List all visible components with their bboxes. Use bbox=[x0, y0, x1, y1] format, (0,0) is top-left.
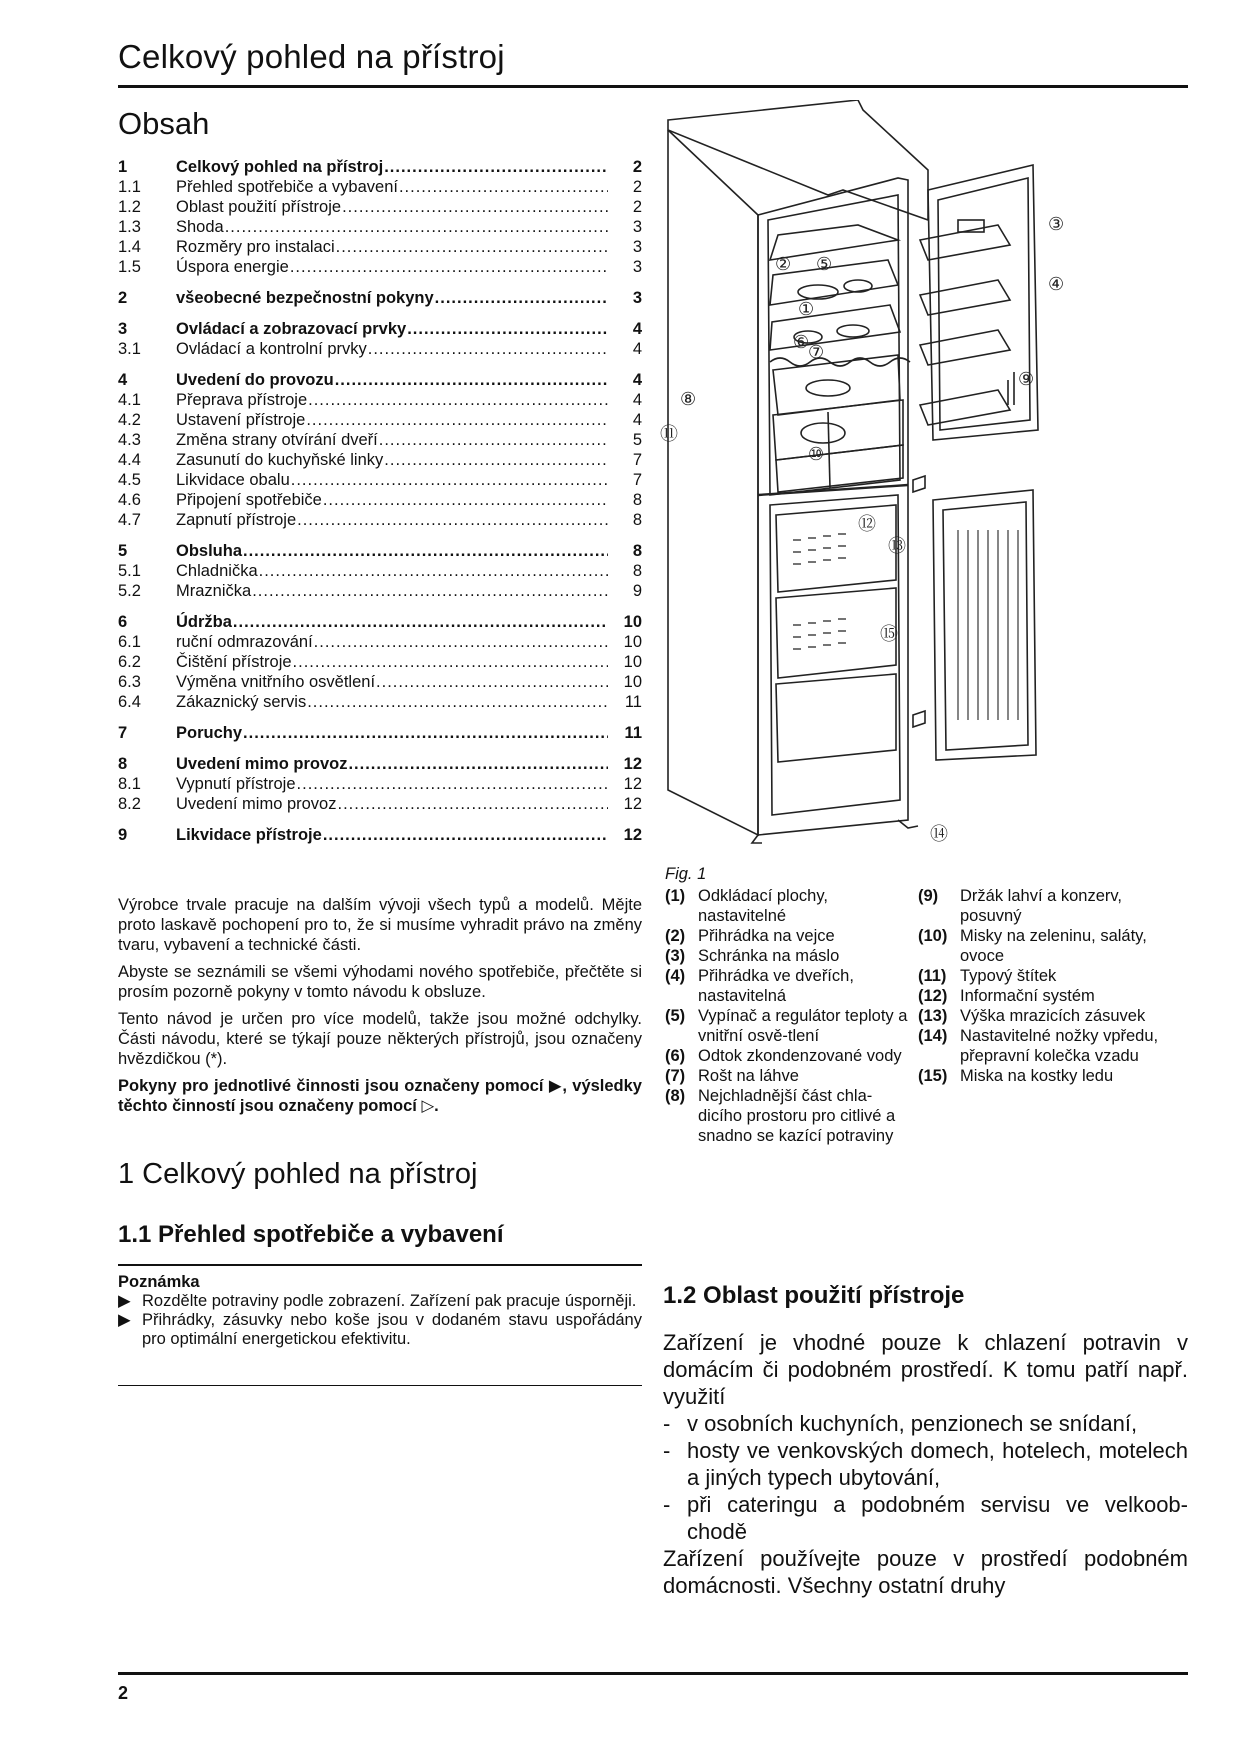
toc-entry[interactable] bbox=[118, 754, 642, 774]
toc-entry-title: Ovládací a kontrolní prvky bbox=[176, 340, 367, 358]
page-title: Celkový pohled na přístroj bbox=[118, 38, 505, 75]
figure-caption: Fig. 1 bbox=[665, 865, 707, 883]
legend-item bbox=[918, 1066, 1188, 1086]
toc-entry-title: Uvedení do provozu bbox=[176, 371, 334, 389]
toc-leader-dots bbox=[336, 237, 608, 257]
legend-number: (11) bbox=[918, 967, 947, 985]
toc-entry[interactable] bbox=[118, 157, 642, 177]
toc-entry-page: 2 bbox=[632, 198, 642, 216]
legend-number: (12) bbox=[918, 987, 948, 1005]
toc-entry-number: 4.6 bbox=[118, 491, 141, 509]
toc-entry[interactable] bbox=[118, 794, 642, 814]
legend-item bbox=[665, 926, 915, 946]
legend-text: Miska na kostky ledu bbox=[960, 1067, 1114, 1085]
toc-leader-dots bbox=[368, 339, 608, 359]
legend-text: Držák lahví a konzerv, posuvný bbox=[960, 887, 1123, 925]
toc-entry[interactable] bbox=[118, 197, 642, 217]
legend-text: Nejchladnější část chla-dicího prostoru pro citlivé a snadno se kazící potraviny bbox=[698, 1087, 896, 1145]
toc-entry-number: 8.2 bbox=[118, 795, 141, 813]
legend-left-column bbox=[665, 886, 915, 1146]
callout-12: ⑫ bbox=[858, 514, 876, 535]
callout-1: ① bbox=[798, 299, 815, 320]
toc-entry-title: Mraznička bbox=[176, 582, 252, 600]
toc-entry-title: Úspora energie bbox=[176, 258, 289, 276]
toc-entry-number: 5.1 bbox=[118, 562, 141, 580]
toc-entry[interactable] bbox=[118, 541, 642, 561]
usage-bullet bbox=[663, 1410, 1188, 1437]
toc-entry-page: 4 bbox=[632, 411, 642, 429]
callout-3: ③ bbox=[1048, 214, 1065, 235]
legend-text: Schránka na máslo bbox=[698, 947, 840, 965]
legend-item bbox=[918, 966, 1188, 986]
toc-entry-number: 1 bbox=[118, 158, 128, 176]
toc-entry-page: 7 bbox=[632, 471, 642, 489]
legend-number: (7) bbox=[665, 1067, 686, 1085]
legend-text: Misky na zeleninu, saláty, ovoce bbox=[960, 927, 1147, 965]
toc-entry[interactable] bbox=[118, 288, 642, 308]
toc-entry[interactable] bbox=[118, 581, 642, 601]
legend-number: (4) bbox=[665, 967, 686, 985]
legend-item bbox=[918, 986, 1188, 1006]
toc-entry-number: 1.2 bbox=[118, 198, 141, 216]
legend-right-column bbox=[918, 886, 1188, 1086]
legend-item bbox=[665, 946, 915, 966]
toc-leader-dots bbox=[348, 754, 608, 774]
toc-leader-dots bbox=[307, 692, 608, 712]
legend-item bbox=[665, 966, 915, 1006]
toc-entry-title: Zasunutí do kuchyňské linky bbox=[176, 451, 384, 469]
toc-leader-dots bbox=[308, 390, 608, 410]
toc-entry-title: Poruchy bbox=[176, 724, 243, 742]
toc-entry-number: 4.1 bbox=[118, 391, 141, 409]
toc-entry-page: 4 bbox=[632, 320, 642, 338]
toc-entry-page: 10 bbox=[623, 633, 642, 651]
toc-entry[interactable] bbox=[118, 237, 642, 257]
toc-entry-title: Změna strany otvírání dveří bbox=[176, 431, 378, 449]
usage-bullet-text: při cateringu a podobném servisu ve velkoob-chodě bbox=[687, 1492, 1188, 1544]
note-rule bbox=[118, 1385, 642, 1386]
toc-leader-dots bbox=[342, 197, 608, 217]
toc-leader-dots bbox=[293, 652, 608, 672]
toc-entry-title: Rozměry pro instalaci bbox=[176, 238, 335, 256]
legend-text: Přihrádka ve dveřích, nastavitelná bbox=[698, 967, 854, 1005]
toc-entry-page: 8 bbox=[632, 511, 642, 529]
toc-leader-dots bbox=[384, 450, 608, 470]
toc-entry[interactable] bbox=[118, 370, 642, 390]
toc-entry-number: 5.2 bbox=[118, 582, 141, 600]
usage-paragraph: Zařízení je vhodné pouze k chlazení potravin v domácím či podobném prostředí. K tomu patří např. využití bbox=[663, 1330, 1188, 1409]
callout-11: ⑪ bbox=[660, 424, 678, 445]
toc-entry-number: 4.2 bbox=[118, 411, 141, 429]
toc-leader-dots bbox=[323, 490, 608, 510]
legend-number: (5) bbox=[665, 1007, 686, 1025]
toc-entry-page: 3 bbox=[632, 289, 642, 307]
toc-heading: Obsah bbox=[118, 106, 210, 141]
legend-text: Typový štítek bbox=[960, 967, 1057, 985]
legend-text: Výška mrazicích zásuvek bbox=[960, 1007, 1146, 1025]
intro-text bbox=[118, 895, 642, 1123]
note-item bbox=[118, 1292, 642, 1311]
intro-paragraph-symbols: Pokyny pro jednotlivé činnosti jsou označeny pomocí ▶, výsledky těchto činností jsou označeny pomocí ▷. bbox=[118, 1077, 642, 1115]
toc-entry[interactable] bbox=[118, 430, 642, 450]
toc-entry-page: 4 bbox=[632, 391, 642, 409]
toc-entry-page: 12 bbox=[623, 775, 642, 793]
toc-entry-page: 2 bbox=[632, 178, 642, 196]
toc-entry-title: Vypnutí přístroje bbox=[176, 775, 296, 793]
toc-leader-dots bbox=[243, 723, 608, 743]
toc-leader-dots bbox=[335, 370, 608, 390]
toc-entry-number: 8 bbox=[118, 755, 128, 773]
toc-entry[interactable] bbox=[118, 774, 642, 794]
legend-text: Rošt na láhve bbox=[698, 1067, 799, 1085]
toc-leader-dots bbox=[233, 612, 608, 632]
toc-entry-number: 4.3 bbox=[118, 431, 141, 449]
toc-entry-number: 4.7 bbox=[118, 511, 141, 529]
section-1-heading: 1 Celkový pohled na přístroj bbox=[118, 1158, 478, 1190]
legend-number: (2) bbox=[665, 927, 686, 945]
toc-entry-number: 1.4 bbox=[118, 238, 141, 256]
toc-entry-title: Ustavení přístroje bbox=[176, 411, 306, 429]
toc-entry-page: 12 bbox=[623, 795, 642, 813]
toc-group bbox=[118, 612, 642, 712]
toc-entry-page: 3 bbox=[632, 258, 642, 276]
dash-icon: - bbox=[663, 1438, 671, 1463]
toc-entry[interactable] bbox=[118, 632, 642, 652]
section-rule bbox=[118, 1264, 642, 1266]
toc-entry[interactable] bbox=[118, 450, 642, 470]
toc-entry[interactable] bbox=[118, 510, 642, 530]
toc-entry-title: Chladnička bbox=[176, 562, 258, 580]
toc-entry[interactable] bbox=[118, 217, 642, 237]
toc-entry-title: Ovládací a zobrazovací prvky bbox=[176, 320, 407, 338]
toc-entry-number: 1.1 bbox=[118, 178, 141, 196]
toc-entry-number: 8.1 bbox=[118, 775, 141, 793]
toc-group bbox=[118, 754, 642, 814]
toc-entry-page: 11 bbox=[624, 724, 642, 742]
toc-entry-number: 6.1 bbox=[118, 633, 141, 651]
toc-entry-page: 11 bbox=[624, 693, 642, 711]
legend-number: (10) bbox=[918, 927, 948, 945]
toc-entry-page: 8 bbox=[632, 542, 642, 560]
toc-group bbox=[118, 723, 642, 743]
legend-text: Informační systém bbox=[960, 987, 1095, 1005]
legend-item bbox=[918, 1026, 1188, 1066]
toc-entry-page: 7 bbox=[632, 451, 642, 469]
toc-entry-number: 5 bbox=[118, 542, 128, 560]
intro-paragraph: Tento návod je určen pro více modelů, takže jsou možné odchylky. Části návodu, které se týkají pouze některých přístrojů, jsou označeny hvězdičkou (*). bbox=[118, 1010, 642, 1068]
callout-8: ⑧ bbox=[680, 389, 697, 410]
toc-entry[interactable] bbox=[118, 257, 642, 277]
toc-group bbox=[118, 157, 642, 277]
toc-entry-title: všeobecné bezpečnostní pokyny bbox=[176, 289, 434, 307]
toc-group bbox=[118, 825, 642, 845]
toc-entry[interactable] bbox=[118, 410, 642, 430]
toc-entry-title: Údržba bbox=[176, 613, 232, 631]
toc-leader-dots bbox=[243, 541, 608, 561]
toc-entry-number: 4 bbox=[118, 371, 128, 389]
legend-item bbox=[918, 1006, 1188, 1026]
toc-entry-page: 12 bbox=[623, 755, 642, 773]
toc-entry-title: Shoda bbox=[176, 218, 224, 236]
toc-entry-title: ruční odmrazování bbox=[176, 633, 313, 651]
toc-entry-title: Likvidace obalu bbox=[176, 471, 290, 489]
intro-paragraph: Výrobce trvale pracuje na dalším vývoji všech typů a modelů. Mějte proto laskavě pochopení pro to, že si musíme vyhradit právo na změny tvaru, vybavení a technické části. bbox=[118, 896, 642, 954]
toc-leader-dots bbox=[225, 217, 608, 237]
dash-icon: - bbox=[663, 1492, 671, 1517]
footer-rule bbox=[118, 1672, 1188, 1675]
toc-leader-dots bbox=[252, 581, 608, 601]
toc-entry[interactable] bbox=[118, 177, 642, 197]
toc-entry[interactable] bbox=[118, 561, 642, 581]
usage-text bbox=[663, 1329, 1188, 1599]
toc-entry-page: 10 bbox=[623, 673, 642, 691]
callout-9: ⑨ bbox=[1018, 369, 1035, 390]
toc-entry-number: 6.4 bbox=[118, 693, 141, 711]
legend-text: Odtok zkondenzované vody bbox=[698, 1047, 902, 1065]
callout-6: ⑥ bbox=[793, 332, 810, 353]
legend-text: Přihrádka na vejce bbox=[698, 927, 835, 945]
toc-entry[interactable] bbox=[118, 723, 642, 743]
toc-entry[interactable] bbox=[118, 612, 642, 632]
callout-15: ⑮ bbox=[880, 624, 898, 645]
legend-text: Nastavitelné nožky vpředu, přepravní kolečka vzadu bbox=[960, 1027, 1159, 1065]
toc-leader-dots bbox=[314, 632, 608, 652]
legend-item bbox=[665, 1046, 915, 1066]
toc-entry[interactable] bbox=[118, 652, 642, 672]
note-box bbox=[118, 1273, 642, 1349]
toc-entry-page: 10 bbox=[623, 653, 642, 671]
callout-2: ② bbox=[775, 254, 792, 275]
toc-entry-number: 7 bbox=[118, 724, 128, 742]
toc-group bbox=[118, 288, 642, 308]
toc-entry[interactable] bbox=[118, 319, 642, 339]
toc-entry-number: 6.3 bbox=[118, 673, 141, 691]
legend-item bbox=[665, 1006, 915, 1046]
legend-text: Odkládací plochy, nastavitelné bbox=[698, 887, 828, 925]
toc-entry[interactable] bbox=[118, 490, 642, 510]
usage-bullet-text: v osobních kuchyních, penzionech se snídaní, bbox=[687, 1411, 1138, 1436]
usage-bullet bbox=[663, 1437, 1188, 1491]
intro-paragraph: Abyste se seznámili se všemi výhodami nového spotřebiče, přečtěte si prosím pozorně pokyny v tomto návodu k obsluze. bbox=[118, 963, 642, 1001]
toc-entry[interactable] bbox=[118, 339, 642, 359]
toc-leader-dots bbox=[407, 319, 608, 339]
toc-entry-page: 4 bbox=[632, 371, 642, 389]
toc-entry-page: 9 bbox=[632, 582, 642, 600]
toc-entry-title: Uvedení mimo provoz bbox=[176, 755, 348, 773]
legend-number: (14) bbox=[918, 1027, 948, 1045]
note-item-text: Přihrádky, zásuvky nebo koše jsou v dodaném stavu uspořádány pro optimální energetickou efektivitu. bbox=[142, 1311, 642, 1348]
callout-7: ⑦ bbox=[808, 342, 825, 363]
toc-entry[interactable] bbox=[118, 390, 642, 410]
toc-entry-title: Přehled spotřebiče a vybavení bbox=[176, 178, 398, 196]
toc-leader-dots bbox=[297, 774, 608, 794]
toc-entry[interactable] bbox=[118, 825, 642, 845]
toc-entry-number: 2 bbox=[118, 289, 128, 307]
toc-entry-page: 4 bbox=[632, 340, 642, 358]
toc-entry-title: Obsluha bbox=[176, 542, 243, 560]
toc-leader-dots bbox=[259, 561, 608, 581]
legend-number: (8) bbox=[665, 1087, 686, 1105]
toc-entry-page: 3 bbox=[632, 218, 642, 236]
toc-entry-title: Zákaznický servis bbox=[176, 693, 307, 711]
toc-entry-page: 5 bbox=[632, 431, 642, 449]
note-item-text: Rozdělte potraviny podle zobrazení. Zařízení pak pracuje úsporněji. bbox=[142, 1292, 637, 1310]
toc-entry-title: Čištění přístroje bbox=[176, 653, 292, 671]
toc-entry-title: Výměna vnitřního osvětlení bbox=[176, 673, 376, 691]
page-number: 2 bbox=[118, 1683, 129, 1703]
toc-leader-dots bbox=[290, 257, 608, 277]
callout-10: ⑩ bbox=[808, 444, 825, 465]
toc-group bbox=[118, 370, 642, 530]
section-1-2-heading: 1.2 Oblast použití přístroje bbox=[663, 1282, 965, 1309]
legend-number: (6) bbox=[665, 1047, 686, 1065]
legend-number: (9) bbox=[918, 887, 939, 905]
toc-entry-title: Přeprava přístroje bbox=[176, 391, 308, 409]
toc-leader-dots bbox=[306, 410, 608, 430]
toc-entry-title: Připojení spotřebiče bbox=[176, 491, 322, 509]
callout-14: ⑭ bbox=[930, 824, 948, 845]
toc-entry-page: 10 bbox=[623, 613, 642, 631]
toc-entry-title: Zapnutí přístroje bbox=[176, 511, 297, 529]
legend-text: Vypínač a regulátor teploty a vnitřní osvě-tlení bbox=[698, 1007, 908, 1045]
note-item bbox=[118, 1311, 642, 1349]
toc-entry-number: 6.2 bbox=[118, 653, 141, 671]
toc-entry-number: 4.5 bbox=[118, 471, 141, 489]
toc-entry-number: 1.3 bbox=[118, 218, 141, 236]
toc-entry-number: 6 bbox=[118, 613, 128, 631]
note-title: Poznámka bbox=[118, 1273, 200, 1291]
toc-entry[interactable] bbox=[118, 470, 642, 490]
legend-item bbox=[918, 886, 1188, 926]
toc-group bbox=[118, 319, 642, 359]
toc-entry[interactable] bbox=[118, 692, 642, 712]
toc-entry-number: 9 bbox=[118, 826, 128, 844]
legend-number: (3) bbox=[665, 947, 686, 965]
toc-entry-title: Likvidace přístroje bbox=[176, 826, 322, 844]
toc-entry-title: Uvedení mimo provoz bbox=[176, 795, 337, 813]
toc-entry-title: Oblast použití přístroje bbox=[176, 198, 342, 216]
legend-item bbox=[665, 1086, 915, 1146]
toc-entry-number: 4.4 bbox=[118, 451, 141, 469]
fridge-diagram bbox=[658, 100, 1188, 865]
section-1-1-heading: 1.1 Přehled spotřebiče a vybavení bbox=[118, 1221, 504, 1248]
legend-item bbox=[665, 1066, 915, 1086]
callout-5: ⑤ bbox=[816, 254, 833, 275]
toc-entry-page: 8 bbox=[632, 562, 642, 580]
toc-entry-page: 2 bbox=[632, 158, 642, 176]
toc-entry-page: 12 bbox=[623, 826, 642, 844]
toc-entry-number: 3 bbox=[118, 320, 128, 338]
toc-group bbox=[118, 541, 642, 601]
toc-leader-dots bbox=[291, 470, 608, 490]
action-arrow-icon: ▶ bbox=[118, 1311, 131, 1329]
callout-13: ⑬ bbox=[888, 536, 906, 557]
legend-number: (13) bbox=[918, 1007, 948, 1025]
action-arrow-icon: ▶ bbox=[118, 1292, 131, 1310]
legend-number: (15) bbox=[918, 1067, 948, 1085]
header-rule bbox=[118, 85, 1188, 88]
toc-entry-page: 8 bbox=[632, 491, 642, 509]
toc-entry-page: 3 bbox=[632, 238, 642, 256]
toc-entry[interactable] bbox=[118, 672, 642, 692]
toc-leader-dots bbox=[337, 794, 608, 814]
toc-leader-dots bbox=[435, 288, 608, 308]
legend-item bbox=[665, 886, 915, 926]
toc-leader-dots bbox=[323, 825, 608, 845]
usage-paragraph: Zařízení používejte pouze v prostředí podobném domácnosti. Všechny ostatní druhy bbox=[663, 1546, 1188, 1598]
table-of-contents bbox=[118, 157, 642, 856]
toc-entry-title: Celkový pohled na přístroj bbox=[176, 158, 384, 176]
callout-4: ④ bbox=[1048, 274, 1065, 295]
toc-entry-number: 3.1 bbox=[118, 340, 141, 358]
toc-leader-dots bbox=[376, 672, 608, 692]
legend-item bbox=[918, 926, 1188, 966]
dash-icon: - bbox=[663, 1411, 671, 1436]
usage-bullet-text: hosty ve venkovských domech, hotelech, motelech a jiných typech ubytování, bbox=[687, 1438, 1188, 1490]
toc-leader-dots bbox=[379, 430, 608, 450]
toc-leader-dots bbox=[384, 157, 608, 177]
toc-leader-dots bbox=[297, 510, 608, 530]
toc-entry-number: 1.5 bbox=[118, 258, 141, 276]
toc-leader-dots bbox=[399, 177, 608, 197]
legend-number: (1) bbox=[665, 887, 686, 905]
usage-bullet bbox=[663, 1491, 1188, 1545]
